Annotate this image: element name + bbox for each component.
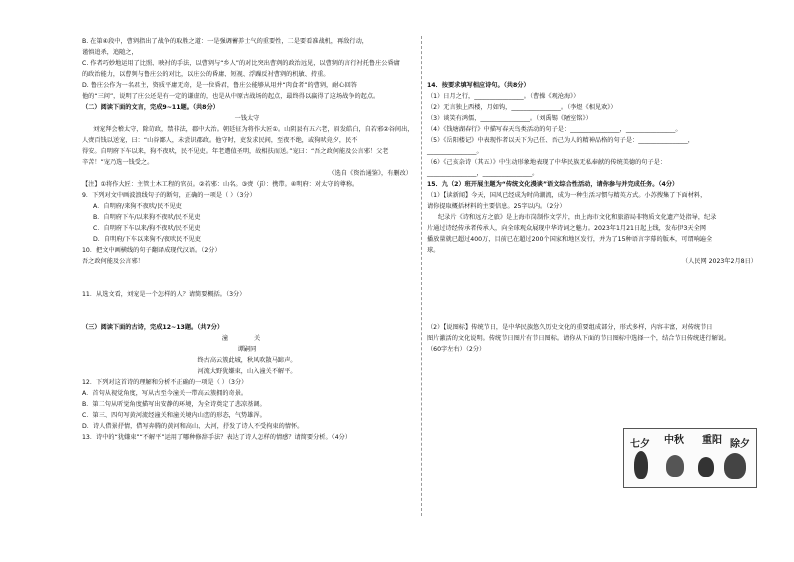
text-line: B．第二句从听觉角度描写出安静的环境，为全诗奠定了悲凉基调。 <box>82 401 266 408</box>
text-line: （选自《资治通鉴》，有删改） <box>328 170 412 177</box>
text-line: 一钱太守 <box>234 115 260 122</box>
figure-icon <box>666 455 684 477</box>
figure-icon <box>724 453 746 479</box>
text-line: D. 鲁庄公作为一名君主，资质平庸无奇，是一位昏君，鲁庄公能够从用并“肉食者”的曹刿，耐心回答 <box>82 82 357 89</box>
column-divider <box>421 36 422 516</box>
text-line: 9．下列对文中画波浪线句子的断句，正确的一项是（ ）（3分） <box>82 192 256 199</box>
text-line: （3）谈笑有鸿儒，________________。（刘禹锡《陋室铭》） <box>427 115 592 122</box>
text-line: B. 在第④段中，曹刿指出了战争的取胜之道：一是强调蓄养士气的重要性，二是要看准战机，再敌行动， <box>82 38 368 45</box>
text-line: 10．把文中画横线的句子翻译成现代汉语。（2分） <box>82 247 221 254</box>
text-line: 15．九（2）班开展主题为“传统文化漫谈”语文综合性活动，请你参与并完成任务。（4分） <box>427 181 679 188</box>
text-line: （2）无言独上西楼，月如钩，________________。（李煜《相见欢》） <box>427 104 617 111</box>
text-line: 刘宠拜会稽太守，除苛政，禁非法，郡中大治。朝廷征为将作大匠①。山阴县有五六老，眉发皓白，自若邪②谷间出， <box>93 126 414 133</box>
text-line: 纪录片《诗和远方之旅》是上海市岗制作文学片，由上海市文化和旅游局非物质文化遗产处指导，纪录 <box>438 214 717 221</box>
text-line: 图片激活的文化说明。传统节日图片有节日图标。请你从下面的节日图标中选择一个，结合节日传统进行解说。 <box>427 335 731 342</box>
text-line: （三）阅读下面的古诗，完成12~13题。（共7分） <box>82 324 224 331</box>
text-line: （2）【说图标】传统节日，是中华民族悠久历史文化的重要组成部分，形式多样，内容丰富，对传统节日 <box>427 324 713 331</box>
festival-label-chongyang: 重阳 <box>702 435 722 446</box>
text-line: ________________。 <box>427 148 483 155</box>
text-line: （60字左右）（2分） <box>427 346 486 353</box>
text-line: 的政治能力，以曹刿与鲁庄公的对比，以庄公的昏庸、短视、浮躁反衬曹刿的机敏、持重。 <box>82 71 330 78</box>
text-line: 吾之政何能及公言邪！ <box>82 258 144 265</box>
text-line: ________________，________________。 <box>427 170 539 177</box>
left-column <box>82 36 412 443</box>
answer-space <box>82 300 412 322</box>
text-line: （1）【读新闻】今天，国风已经成为时尚潮流，成为一种生活习惯与精英方式。小苏搜集了下面材料， <box>427 192 707 199</box>
festival-icons-image <box>623 428 757 488</box>
festival-label-chuxi: 除夕 <box>730 439 750 450</box>
text-line: （1）日月之行，________________。（曹操《观沧海》） <box>427 93 580 100</box>
text-line: 辛苦！”宠乃选一钱受之。 <box>82 159 154 166</box>
festival-label-zhongqiu: 中秋 <box>664 435 684 446</box>
text-line: C．第三、四句写黄河流经潼关和潼关境内山峦的形态，气势雄浑。 <box>82 412 266 419</box>
text-line: C. 作者巧妙地运用了比照、映衬的手法，以曹刿与“乡人”的对比突出曹刿的政治远见，以曹刿的言行衬托鲁庄公昏庸 <box>82 60 400 67</box>
answer-space <box>427 311 757 322</box>
figure-icon <box>634 451 648 479</box>
right-column <box>427 36 757 355</box>
text-line: 13．诗中的“犹嫌束”“不解平”运用了哪种修辞手法？表达了诗人怎样的情感？请简要分析。（4分） <box>82 434 352 441</box>
answer-space <box>427 267 757 311</box>
text-line: （人民网 2023年2月8日） <box>681 258 757 265</box>
text-line: （6）《己亥杂诗（其五）》中生动形象地表现了中华民族无私奉献的传统美德的句子是： <box>427 159 667 166</box>
text-line: 河流大野犹嫌束，山入潼关不解平。 <box>197 368 297 375</box>
text-line: D．自明府/下车以来狗不/夜吠民不见吏 <box>93 236 201 243</box>
text-line: D．诗人借景抒情，借写奔腾的黄河和高山、大河，抒发了诗人不受拘束的情怀。 <box>82 423 304 430</box>
text-line: （5）《岳阳楼记》中表现作者以天下为己任、吾己为人的精神品格的句子是：________________， <box>427 137 694 144</box>
text-line: C．自明府下车以来/狗不夜吠/民不见吏 <box>93 225 201 232</box>
text-line: 【注】①将作大匠：主管土木工程的官员。②若邪：山名。③赍（jī）：携带。④明府：对太守的尊称。 <box>82 181 359 188</box>
text-line: 11．从选文看，刘宠是一个怎样的人？请简要概括。（3分） <box>82 291 246 298</box>
text-line: A．自明府/来狗不夜吠/民不见吏 <box>93 203 182 210</box>
text-line: 12．下列对这首诗的理解和分析不正确的一项是（ ）（3分） <box>82 379 248 386</box>
text-line: 14．按要求填写相应诗句。（共8分） <box>427 82 530 89</box>
text-line: 终古高云簇此城，秋风吹散马蹄声。 <box>197 357 297 364</box>
text-line: 片通过诗经传承者传承人，向全球观众展现中华诗词之魅力。2023年1月21日起上线，发布伊3天全网 <box>427 225 706 232</box>
answer-space <box>427 36 757 80</box>
text-line: （二）阅读下面的文言，完成9~11题。（共8分） <box>82 104 219 111</box>
text-line: B．自明府下车/以来狗不夜吠/民不见吏 <box>93 214 201 221</box>
figure-icon <box>698 457 714 477</box>
answer-space <box>82 267 412 289</box>
text-line: 球。 <box>427 247 440 254</box>
text-line: 谭嗣同 <box>237 346 257 353</box>
text-line: A．首句从视觉角度，写从古至今潼关一带高云簇拥的奇景。 <box>82 390 248 397</box>
text-line: 人赍百钱以送宠，曰：“山谷鄙人，未尝识郡政。他守时，吏发求民间，至夜不绝，或狗吠竟夕，民不 <box>82 137 358 144</box>
text-line: 潼 关 <box>221 335 273 342</box>
festival-label-qixi: 七夕 <box>630 439 650 450</box>
text-line: 播放量就已超过400万，目前已在超过200个国家和地区发行，并为了15种语言字幕的版本，可谓响遍全 <box>427 236 713 243</box>
text-line: 得安。自明府下车以来，狗不夜吠，民不见吏。年老遭值圣明，故相扶而送。”宠曰：“吾之政何能及公言邪！父老 <box>82 148 389 155</box>
text-line: 他的“三问”，说明了庄公还是有一定的谦虚的，也是从中原古战场的起点，最终得以赢得了这场战争的起点。 <box>82 93 380 100</box>
text-line: （4）《钱塘湖春行》中描写春天鸟类活动的句子是：________________，________________。 <box>427 126 682 133</box>
text-line: 谨慎追杀，追随之， <box>82 49 138 56</box>
text-line: 请你提取概括材料的主要信息。25字以内。（2分） <box>427 203 566 210</box>
